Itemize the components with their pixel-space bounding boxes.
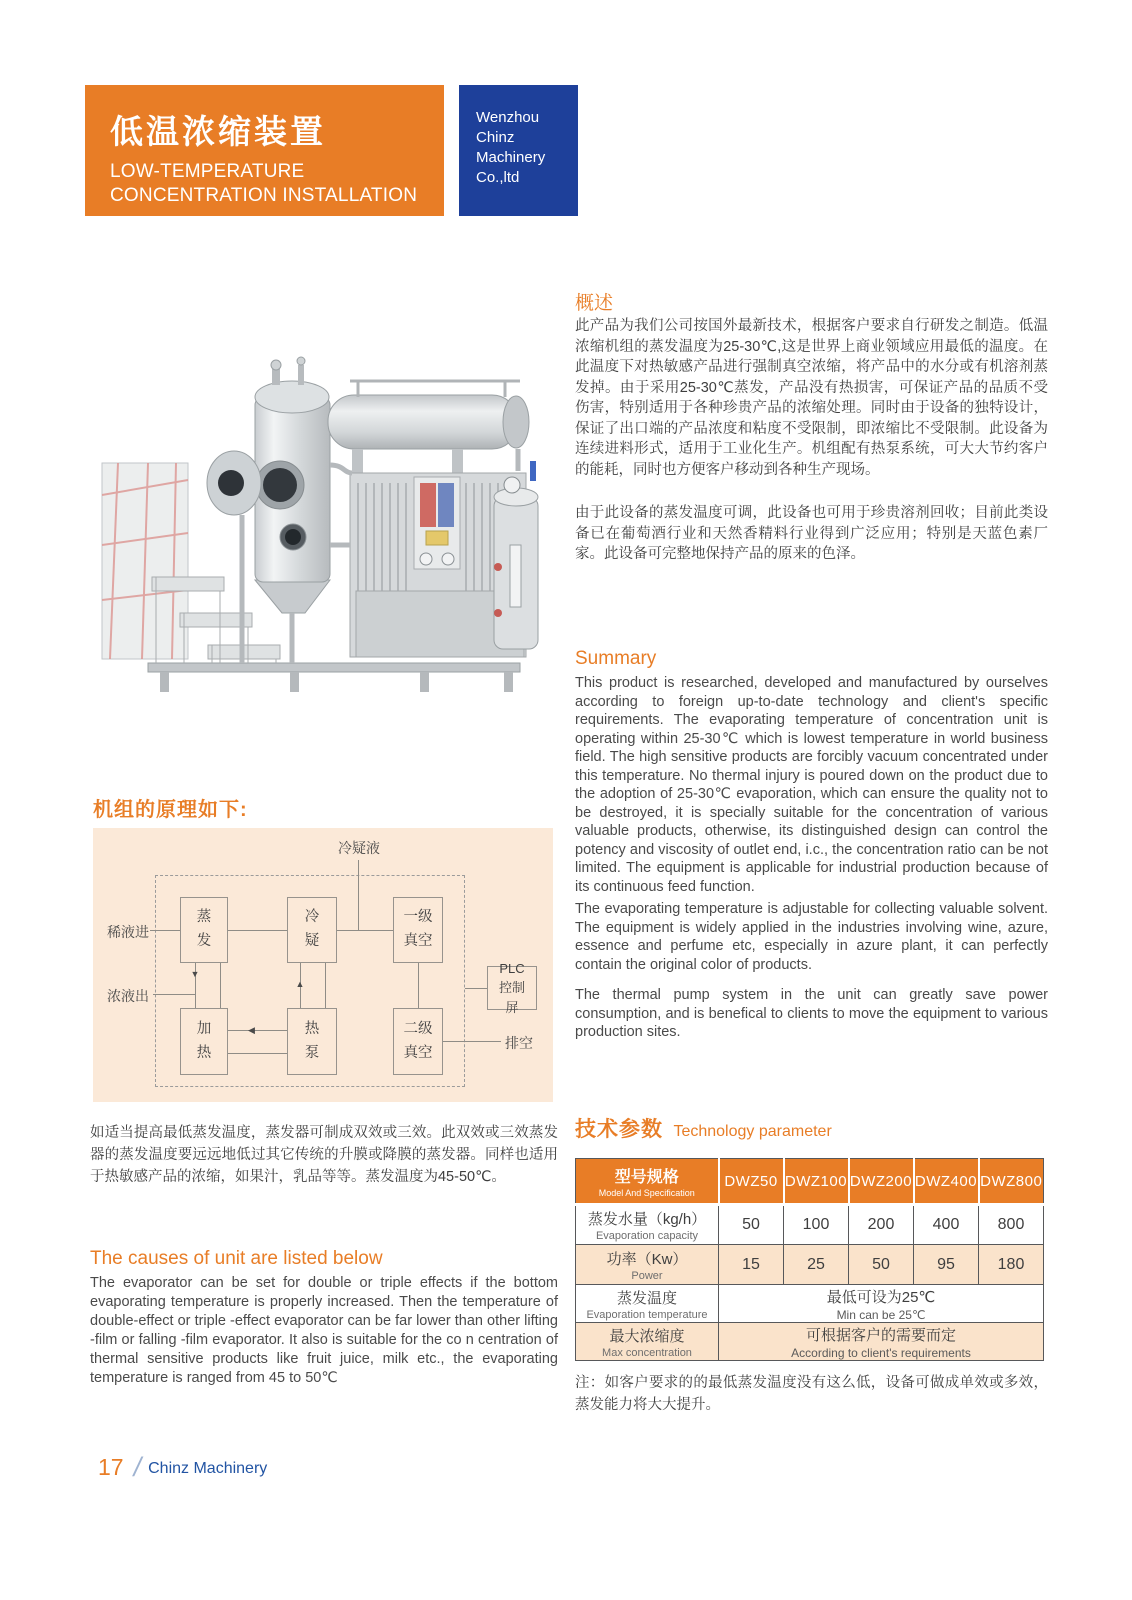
line-evap-heat-b xyxy=(220,963,221,1008)
label-vent: 排空 xyxy=(505,1035,533,1051)
row-evaporation-capacity xyxy=(576,1205,1044,1245)
power-label: 功率（Kw） Power xyxy=(576,1245,719,1285)
tech-heading-cn: 技术参数 xyxy=(575,1118,663,1141)
product-photo xyxy=(100,345,545,707)
line-cond-pump-b xyxy=(325,963,326,1008)
box-vacuum-stage1: 一级真空 xyxy=(393,897,443,963)
line-heat-pump-a xyxy=(228,1030,287,1031)
condensate-line xyxy=(358,860,359,930)
power-value: 95 xyxy=(914,1245,979,1285)
arrow-down-icon: ▼ xyxy=(190,969,200,979)
header-model-dwz800: DWZ800 xyxy=(979,1159,1044,1205)
double-effect-paragraph: 如适当提高最低蒸发温度，蒸发器可制成双效或三效。此双效或三效蒸发器的蒸发温度要远远地低过其它传统的升膜或降膜的蒸发器。同样也适用于热敏感产品的浓缩，如果汁，乳品等等。蒸发温度为45-50℃。 xyxy=(90,1125,558,1185)
box-heat-pump: 热泵 xyxy=(287,1008,337,1075)
label-condensate: 冷疑液 xyxy=(338,840,380,856)
summary-heading: Summary xyxy=(575,648,657,669)
box-condensation: 冷疑 xyxy=(287,897,337,963)
line-concentrate-out xyxy=(153,994,195,995)
footer-brand: Chinz Machinery xyxy=(148,1460,268,1477)
line-evap-cond xyxy=(228,930,287,931)
overview-paragraph-1: 此产品为我们公司按国外最新技术，根据客户要求自行研发之制造。低温浓缩机组的蒸发温度为25-30℃,这是世界上商业领域应用最低的温度。在此温度下对热敏感产品进行强制真空浓缩，将产品中的水分或有机溶剂蒸发掉。由于采用25-30℃蒸发，产品没有热损害，可保证产品的品质不受伤害，特别适用于各种珍贵产品的浓缩处理。同时由于设备的独特设计，保证了出口端的产品浓度和粘度不受限制，即浓缩比不受限制。此设备为连续进料形式，适用于工业化生产。机组配有热泵系统，可大大节约客户的能耗，同时也方便客户移动到各种生产现场。 xyxy=(575,318,1048,478)
header-model-dwz100: DWZ100 xyxy=(784,1159,849,1205)
capacity-value: 800 xyxy=(979,1205,1044,1245)
tech-parameter-table xyxy=(575,1158,1044,1361)
summary-paragraph-3: The thermal pump system in the unit can greatly save power consumption, and is benefical to clients to move the equipment to various production sites. xyxy=(575,987,1048,1040)
page-footer xyxy=(98,1450,267,1481)
concentration-label: 最大浓缩度 Max concentration xyxy=(576,1323,719,1361)
row-power xyxy=(576,1245,1044,1285)
table-header-row xyxy=(576,1159,1044,1205)
summary-paragraph-1: This product is researched, developed and manufactured by ourselves according to foreign up-to-date technology and client's specific requirements. The evaporating temperature of concentration unit is operating within 25-30℃ which is lowest temperature in world business field. The high sensitive products are forcibly vacuum concentrated under this temperature. No thermal injury is poured down on the product due to the adoption of 25-30℃ evaporation, which can ensure the quality not to be destroyed, it is specially suitable for the concentration of various valuable products, otherwise, its distinguished design can control the potency and viscosity of outlet end, i.c., the concentration ratio can be not limited. The equipment is applicable for industrial production because of its continuous feed function. xyxy=(575,675,1048,895)
capacity-value: 50 xyxy=(719,1205,784,1245)
box-heating: 加热 xyxy=(180,1008,228,1075)
page-subtitle: LOW-TEMPERATURE CONCENTRATION INSTALLATION xyxy=(110,161,418,206)
principle-diagram xyxy=(93,828,553,1102)
concentration-value: 可根据客户的需要而定 According to client's requirements xyxy=(719,1323,1044,1361)
power-value: 25 xyxy=(784,1245,849,1285)
capacity-value: 200 xyxy=(849,1205,914,1245)
tech-parameter-heading xyxy=(575,1113,832,1143)
capacity-value: 100 xyxy=(784,1205,849,1245)
page-title: 低温浓缩装置 xyxy=(110,113,326,150)
capacity-label: 蒸发水量（kg/h） Evaporation capacity xyxy=(576,1205,719,1245)
page-number: 17 xyxy=(98,1454,124,1480)
footer-slash-icon: / xyxy=(133,1452,142,1482)
box-plc-panel: PLC控制屏 xyxy=(487,966,537,1010)
label-concentrate-out: 浓液出 xyxy=(107,988,149,1004)
temperature-label: 蒸发温度 Evaporation temperature xyxy=(576,1285,719,1323)
principle-heading: 机组的原理如下: xyxy=(93,799,248,821)
table-note: 注：如客户要求的的最低蒸发温度没有这么低，设备可做成单效或多效，蒸发能力将大大提升。 xyxy=(575,1375,1048,1413)
temperature-value: 最低可设为25℃ Min can be 25℃ xyxy=(719,1285,1044,1323)
causes-paragraph: The evaporator can be set for double or triple effects if the bottom evaporating temperature is properly increased. Then the temperature of double-effect or triple -effect evaporator can be far lower than other lifting -film or falling -film evaporator. It also is suitable for the co n centration of thermal sensitive products like fruit juice, milk etc., the evaporating temperature is ranged from 45 to 50℃ xyxy=(90,1275,558,1386)
row-evaporation-temperature xyxy=(576,1285,1044,1323)
header-banner xyxy=(85,85,444,216)
tech-heading-en: Technology parameter xyxy=(673,1123,832,1140)
header-model-spec: 型号规格 Model And Specification xyxy=(576,1159,719,1205)
company-badge: Wenzhou Chinz Machinery Co.,ltd xyxy=(459,85,578,216)
box-vacuum-stage2: 二级真空 xyxy=(393,1008,443,1075)
power-value: 180 xyxy=(979,1245,1044,1285)
machinery-illustration xyxy=(100,345,545,707)
header-model-dwz200: DWZ200 xyxy=(849,1159,914,1205)
row-max-concentration xyxy=(576,1323,1044,1361)
power-value: 50 xyxy=(849,1245,914,1285)
power-value: 15 xyxy=(719,1245,784,1285)
overview-heading: 概述 xyxy=(575,293,614,314)
line-cond-vac1 xyxy=(337,930,393,931)
overview-paragraph-2: 由于此设备的蒸发温度可调，此设备也可用于珍贵溶剂回收；目前此类设备已在葡萄酒行业和天然香精料行业得到广泛应用；特别是天蓝色素厂家。此设备可完整地保持产品的原来的色泽。 xyxy=(575,505,1048,562)
box-evaporation: 蒸发 xyxy=(180,897,228,963)
line-heat-pump-b xyxy=(228,1053,287,1054)
summary-paragraph-2: The evaporating temperature is adjustable for collecting valuable solvent. The equipment is widely applied in the industries involving wine, azure, essence and perfume etc, especially in azure plant, it can perfectly contain the original color of products. xyxy=(575,901,1048,973)
line-vac2-vent xyxy=(443,1041,501,1042)
line-vac1-vac2 xyxy=(418,963,419,1008)
capacity-value: 400 xyxy=(914,1205,979,1245)
arrow-up-icon: ▲ xyxy=(295,979,305,989)
arrow-left-icon: ◀ xyxy=(248,1024,255,1035)
label-dilute-in: 稀液进 xyxy=(107,924,149,940)
line-dilute-in xyxy=(150,930,180,931)
header-model-dwz400: DWZ400 xyxy=(914,1159,979,1205)
header-model-dwz50: DWZ50 xyxy=(719,1159,784,1205)
causes-heading: The causes of unit are listed below xyxy=(90,1248,383,1269)
line-plc xyxy=(465,988,487,989)
